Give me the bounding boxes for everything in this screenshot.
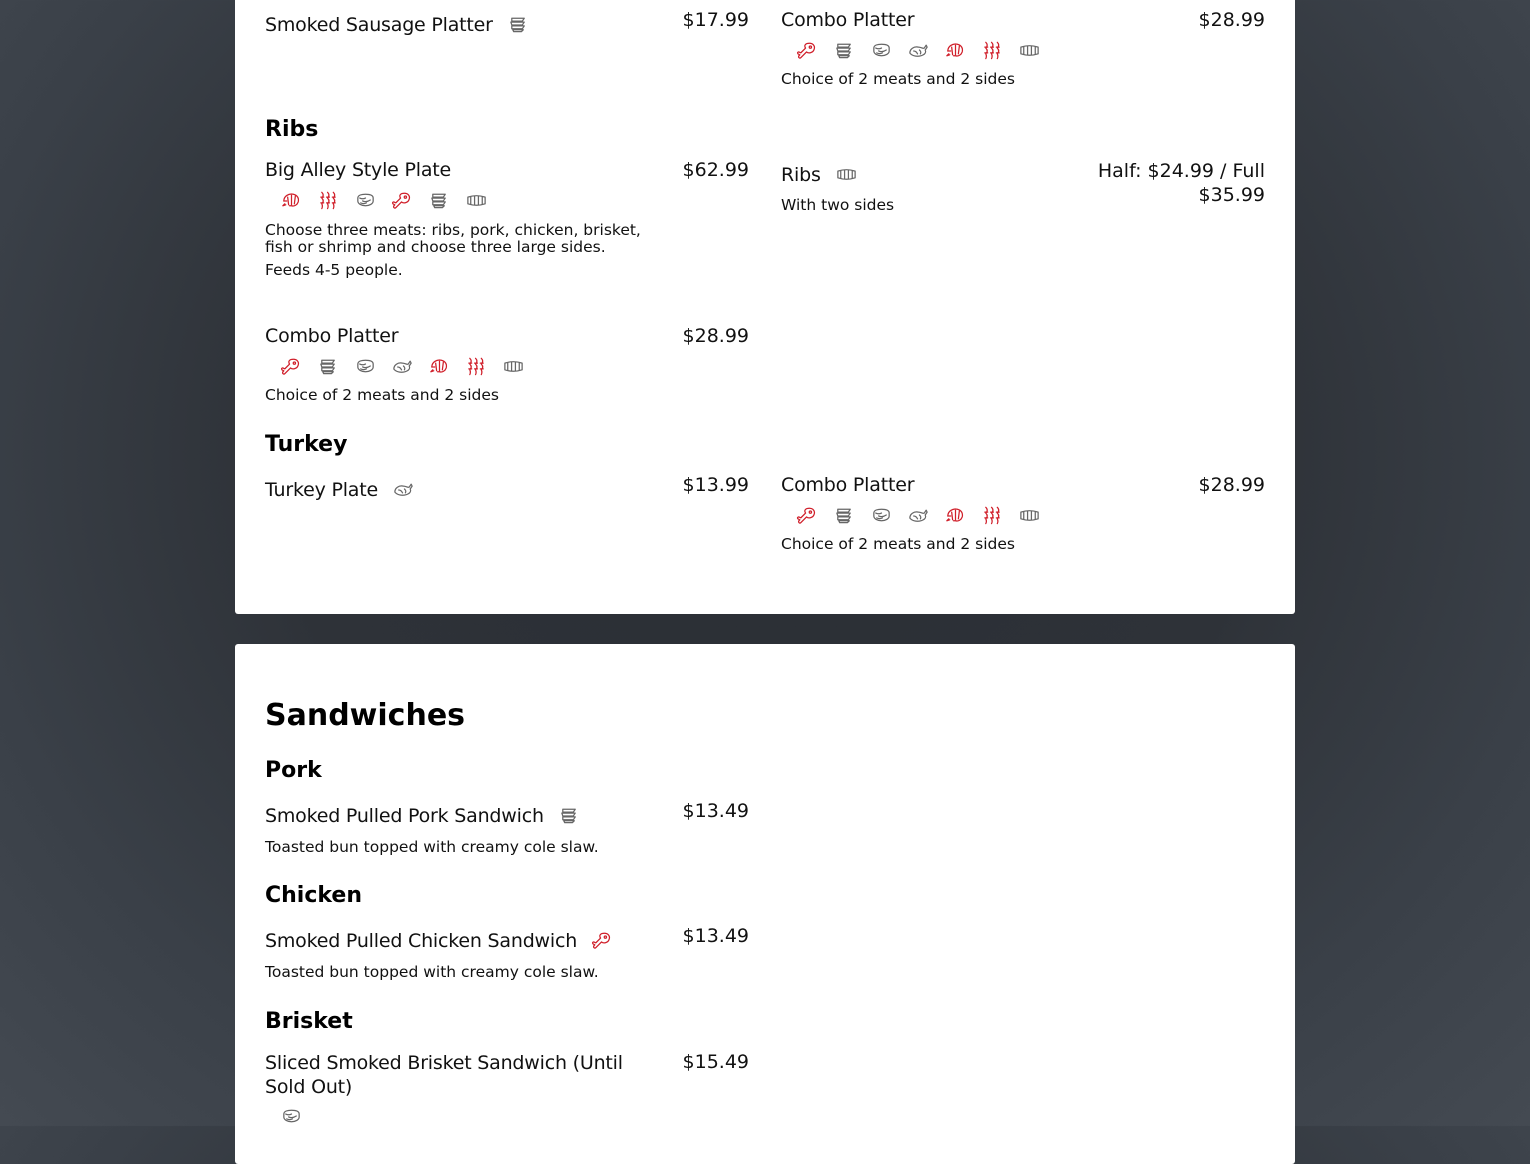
item-name: Smoked Pulled Chicken Sandwich — [265, 930, 578, 952]
meat-icons — [796, 504, 1041, 526]
brisket-icon — [870, 39, 893, 61]
ribs-icon — [1018, 504, 1041, 526]
item-price: $28.99 — [1198, 9, 1265, 31]
turkey-icon — [907, 504, 930, 526]
chicken-leg-icon — [796, 504, 819, 526]
shrimp-icon — [428, 355, 451, 377]
item-price: $13.49 — [682, 925, 749, 947]
item-name: Smoked Sausage Platter — [265, 14, 493, 36]
item-price: Half: $24.99 / Full $35.99 — [1097, 160, 1265, 206]
item-description: Choice of 2 meats and 2 sides — [781, 70, 1015, 88]
section-heading-chicken: Chicken — [265, 883, 363, 908]
brisket-icon — [354, 189, 377, 211]
shrimp-icon — [280, 189, 303, 211]
item-name: Ribs — [781, 164, 821, 186]
meat-icons — [796, 39, 1041, 61]
ribs-icon — [835, 163, 858, 185]
shrimp-icon — [944, 504, 967, 526]
chicken-leg-icon — [591, 929, 614, 951]
turkey-icon — [391, 355, 414, 377]
chicken-leg-icon — [391, 189, 414, 211]
pork-icon — [428, 189, 451, 211]
ribs-icon — [1018, 39, 1041, 61]
item-name: Turkey Plate — [265, 479, 378, 501]
item-price: $28.99 — [682, 325, 749, 347]
fish-icon — [981, 39, 1004, 61]
category-title: Sandwiches — [265, 698, 466, 733]
section-heading-brisket: Brisket — [265, 1009, 353, 1034]
menu-item-combo-platter[interactable]: Combo Platter — [265, 325, 399, 347]
section-heading-pork: Pork — [265, 758, 322, 783]
item-price: $28.99 — [1198, 474, 1265, 496]
menu-item-ribs[interactable] — [781, 164, 858, 186]
item-description: Choice of 2 meats and 2 sides — [781, 535, 1015, 553]
menu-item-combo-platter[interactable]: Combo Platter — [781, 474, 915, 496]
meat-icons — [280, 189, 488, 211]
chicken-leg-icon — [796, 39, 819, 61]
fish-icon — [317, 189, 340, 211]
item-price: $15.49 — [682, 1051, 749, 1073]
item-price: $13.49 — [682, 800, 749, 822]
menu-item-big-alley-style-plate[interactable]: Big Alley Style Plate — [265, 159, 452, 181]
meat-icons — [280, 1105, 303, 1127]
menu-card-platters — [235, 0, 1295, 614]
menu-item-smoked-pulled-chicken-sandwich[interactable] — [265, 930, 614, 952]
item-description: Choice of 2 meats and 2 sides — [265, 386, 499, 404]
pork-icon — [507, 13, 530, 35]
chicken-leg-icon — [280, 355, 303, 377]
item-price: $17.99 — [682, 9, 749, 31]
turkey-icon — [392, 478, 415, 500]
pork-icon — [558, 804, 581, 826]
pork-icon — [833, 504, 856, 526]
item-note: Feeds 4-5 people. — [265, 261, 403, 279]
menu-item-smoked-pulled-pork-sandwich[interactable] — [265, 805, 581, 827]
pork-icon — [833, 39, 856, 61]
shrimp-icon — [944, 39, 967, 61]
item-name: Smoked Pulled Pork Sandwich — [265, 805, 544, 827]
fish-icon — [465, 355, 488, 377]
brisket-icon — [354, 355, 377, 377]
menu-item-sliced-smoked-brisket-sandwich[interactable]: Sliced Smoked Brisket Sandwich (Until Sold Out) — [265, 1052, 623, 1098]
item-description: With two sides — [781, 196, 895, 214]
item-price: $13.99 — [682, 474, 749, 496]
fish-icon — [981, 504, 1004, 526]
brisket-icon — [280, 1105, 303, 1127]
ribs-icon — [502, 355, 525, 377]
item-description: Toasted bun topped with creamy cole slaw. — [265, 963, 599, 981]
section-heading-turkey: Turkey — [265, 432, 348, 457]
pork-icon — [317, 355, 340, 377]
item-description: Toasted bun topped with creamy cole slaw. — [265, 838, 599, 856]
menu-item-smoked-sausage-platter[interactable] — [265, 14, 530, 36]
item-description: Choose three meats: ribs, pork, chicken, brisket, fish or shrimp and choose three large sides. — [265, 221, 641, 256]
menu-card-sandwiches — [235, 644, 1295, 1164]
turkey-icon — [907, 39, 930, 61]
menu-item-combo-platter[interactable]: Combo Platter — [781, 9, 915, 31]
ribs-icon — [465, 189, 488, 211]
meat-icons — [280, 355, 525, 377]
menu-item-turkey-plate[interactable] — [265, 479, 415, 501]
item-price: $62.99 — [682, 159, 749, 181]
section-heading-ribs: Ribs — [265, 117, 319, 142]
brisket-icon — [870, 504, 893, 526]
